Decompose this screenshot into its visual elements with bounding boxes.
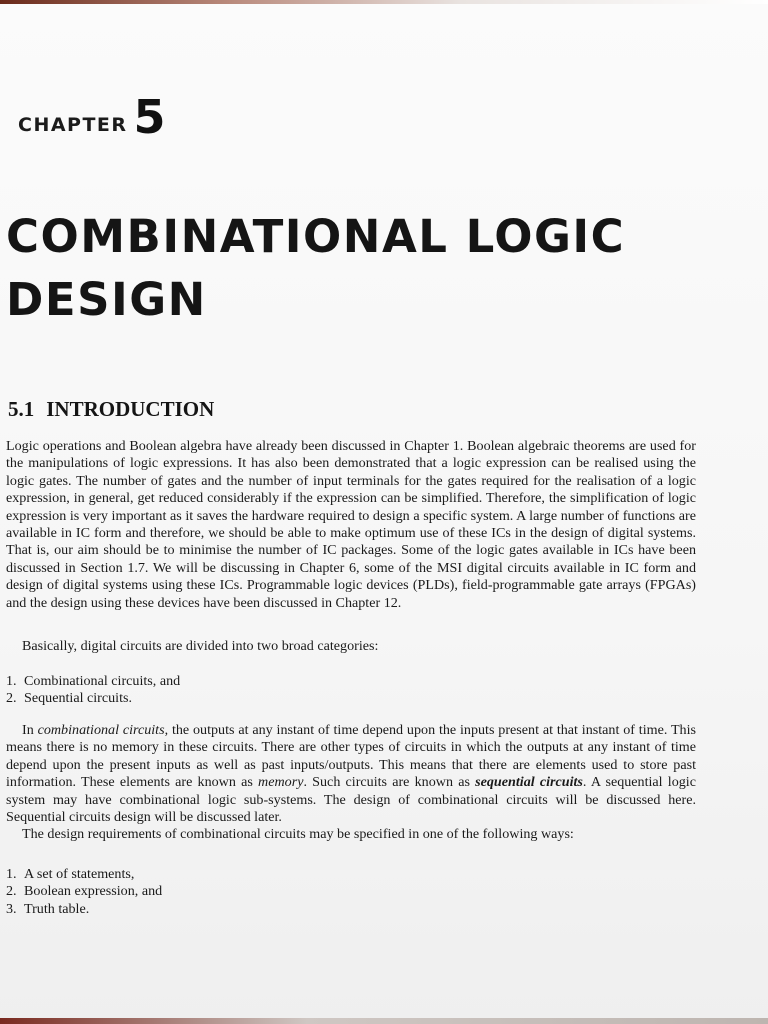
text-run: In [22,722,38,738]
term-sequential-circuits: sequential circuits [475,774,583,791]
chapter-title-line1: COMBINATIONAL LOGIC [6,210,626,263]
list-item [6,690,180,707]
list-item [6,673,180,690]
list-item-text: Boolean expression, and [24,883,163,900]
list-item-number: 3. [6,900,17,917]
list-item-text: Sequential circuits. [24,690,133,707]
list-item-number: 2. [6,690,17,707]
list-item-text: A set of statements, [24,866,135,882]
list-item-number: 1. [6,866,17,882]
term-memory: memory [258,774,304,791]
section-heading [8,397,214,422]
combinational-paragraph [6,722,696,844]
list-item-number: 1. [6,673,17,689]
text-run: . Such circuits are known as [303,774,476,791]
chapter-word: CHAPTER [18,114,128,136]
section-title: INTRODUCTION [46,397,215,421]
list-item-text: Combinational circuits, and [24,673,181,689]
term-combinational-circuits: combinational circuits [37,722,165,738]
chapter-title-line2: DESIGN [6,273,207,326]
categories-list [6,673,180,708]
text-run: . A sequential logic system may have combinational logic sub-systems. The design of combinational circuits will be discussed here. Sequential circuits design will be discussed later. [6,774,696,826]
page-top-edge [0,0,768,4]
list-item-text: Truth table. [24,900,90,917]
list-item [6,901,162,918]
chapter-number: 5 [133,90,166,144]
section-number: 5.1 [8,397,35,421]
chapter-title [6,205,756,331]
combinational-text [6,722,696,826]
page-bottom-edge [0,1018,768,1024]
list-item [6,866,162,883]
list-item [6,883,162,900]
intro-paragraph: Logic operations and Boolean algebra have already been discussed in Chapter 1. Boolean algebraic theorems are used for the manipulations of logic expressions. It has also been demonstrated that a logic expression can be realised using the logic gates. The number of gates and the number of input terminals for the gates required for the realisation of a logic expression, in general, get reduced considerably if the expression can be simplified. Therefore, the simplification of logic expression is very important as it saves the hardware required to design a specific system. A large number of functions are available in IC form and therefore, we should be able to make optimum use of these ICs in the design of digital systems. That is, our aim should be to minimise the number of IC packages. Some of the logic gates available in ICs have been discussed in Section 1.7. We will be discussing in Chapter 6, some of the MSI digital circuits available in IC form and design of digital systems using these ICs. Programmable logic devices (PLDs), field-programmable gate arrays (FPGAs) and the design using these devices have been discussed in Chapter 12. [6,438,696,611]
text-run: , the outputs at any instant of time depend upon the inputs present at that instant of time. This means there is no memory in these circuits. There are other types of circuits in which the outputs at any instant of time depend upon the present inputs as well as past inputs/outputs. This means that there are elements used to store past information. These elements are known as [6,722,696,791]
categories-intro: Basically, digital circuits are divided into two broad categories: [22,638,379,654]
design-requirements-text: The design requirements of combinational circuits may be specified in one of the following ways: [22,826,574,843]
ways-list [6,866,162,918]
list-item-number: 2. [6,883,17,900]
chapter-label [18,88,166,142]
